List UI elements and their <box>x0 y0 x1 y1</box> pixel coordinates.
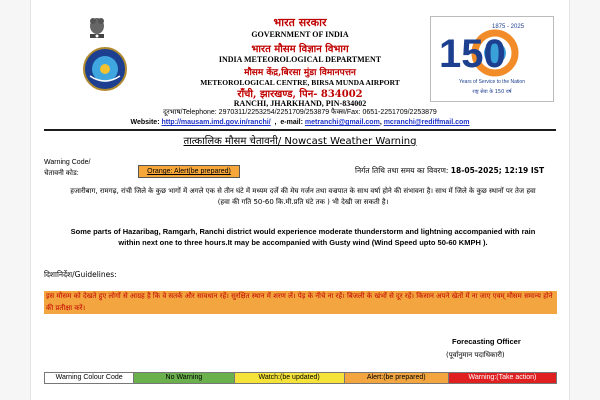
imd-150-logo <box>430 16 554 102</box>
legend-item-title: Warning Colour Code <box>45 373 134 383</box>
guidelines-text: इस मौसम को देखते हुए लोगों से आग्रह है कि वे सतर्क और सावधान रहें। सुरक्षित स्थान में शरण लें। पेड़ के नीचे ना रहें। बिजली के खंभों से दूर रहें। किसान अपने खेतों में ना जाए एवम् मौसम समान्य होने की प्रतीक्षा करें। <box>44 291 557 314</box>
warning-code-badge: Orange: Alert(be prepared) <box>138 165 240 178</box>
email-link-2[interactable]: mcranchi@rediffmail.com <box>383 119 470 126</box>
header-hindi-dept: भारत मौसम विज्ञान विभाग <box>251 44 349 55</box>
page-title: तात्कालिक मौसम चेतावनी/ Nowcast Weather Warning <box>183 136 417 147</box>
website-label: Website: <box>130 119 160 126</box>
imd-150-emblem-icon <box>431 17 553 101</box>
logo-150-number: 150 <box>439 32 506 76</box>
right-margin <box>569 0 600 400</box>
forecast-hindi: हजारीबाग, रामगढ़, रांची जिले के कुछ भागों में अगले एक से तीन घंटे में मध्यम दर्जे की मेघ गर्जन तथा वज्रपात के साथ वर्षा होने की संभावना है। साथ में जिले के कुछ स्थानों पर तेज हवा (हवा की गति 50-60 कि.मी.प्रति घंटे तक ) भी देखी जा सकती है। <box>70 187 536 206</box>
header-hindi-centre: मौसम केंद्र,बिरसा मुंडा विमानपत्तन <box>244 68 356 78</box>
header-hindi-city: राँची, झारखण्ड, पिन- 834002 <box>237 89 363 100</box>
forecast-english: Some parts of Hazaribag, Ramgarh, Ranchi district would experience moderate thunderstorm and lightning accompanied with rain within next one to three hours.It may be accompanied with Gusty wind (Wind Speed upto 50-60 KMPH ). <box>70 227 536 247</box>
header-city: RANCHI, JHARKHAND, PIN-834002 <box>233 99 367 108</box>
header-contact-line: Website: http://mausam.imd.gov.in/ranchi/ , e-mail: metranchi@gmail.com, mcranchi@rediffmail.com <box>130 119 470 126</box>
header-divider <box>44 129 556 131</box>
warning-code-label-hi: चेतावनी कोड: <box>44 170 79 177</box>
imd-logo-icon <box>82 46 128 92</box>
header-centre: METEOROLOGICAL CENTRE, BIRSA MUNDA AIRPORT <box>200 78 400 87</box>
logo-150-years: 1875 - 2025 <box>492 24 525 30</box>
warning-code-label <box>44 157 90 179</box>
forecasting-officer-title: Forecasting Officer <box>452 337 521 346</box>
legend-item-alert: Alert:(be prepared) <box>345 373 449 383</box>
issued-label: निर्गत तिथि तथा समय का विवरण: <box>355 166 449 175</box>
logo-150-tagline: Years of Service to the Nation <box>459 79 525 85</box>
email-link-1[interactable]: metranchi@gmail.com <box>304 119 380 126</box>
header-hindi-govt: भारत सरकार <box>273 16 327 29</box>
logo-150-tagline-hindi: राष्ट्र सेवा के 150 वर्ष <box>472 89 512 95</box>
forecasting-officer-title-hindi: (पूर्वानुमान पदाधिकारी) <box>446 351 505 359</box>
legend-item-watch: Watch:(be updated) <box>235 373 345 383</box>
national-emblem-icon <box>82 12 112 42</box>
header-govt: GOVERNMENT OF INDIA <box>251 30 349 39</box>
email-separator: , <box>379 119 384 126</box>
header-phone: दूरभाष/Telephone: 2970311/2253254/2251709/253879 फैक्स/Fax: 0651-2251709/2253879 <box>163 109 437 116</box>
website-link[interactable]: http://mausam.imd.gov.in/ranchi/ <box>161 119 271 126</box>
left-margin <box>0 0 31 400</box>
issued-datetime <box>355 166 544 176</box>
issued-value: 18-05-2025; 12:19 IST <box>450 166 545 175</box>
warning-code-label-en: Warning Code/ <box>44 159 91 166</box>
email-label: e-mail: <box>280 119 303 126</box>
header-dept: INDIA METEOROLOGICAL DEPARTMENT <box>218 55 382 64</box>
legend-item-no-warning: No Warning <box>134 373 234 383</box>
guidelines-label: दिशानिर्देश/Guidelines: <box>44 270 117 279</box>
warning-colour-legend <box>44 372 557 384</box>
legend-item-warning: Warning:(Take action) <box>449 373 556 383</box>
